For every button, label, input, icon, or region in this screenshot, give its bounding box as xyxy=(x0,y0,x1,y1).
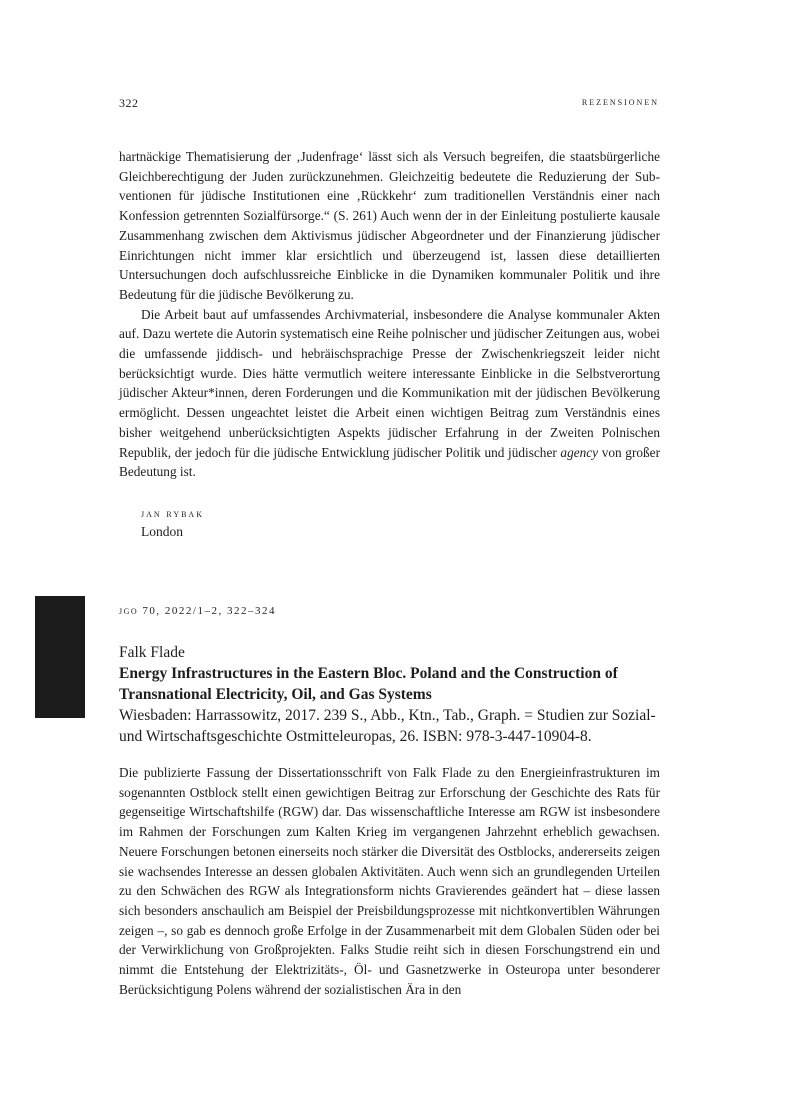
italic-term-agency: agency xyxy=(560,444,599,460)
publication-details: Wiesbaden: Harrassowitz, 2017. 239 S., Abb., Ktn., Tab., Graph. = Studien zur Sozial- und Wirtschaftsgeschichte Ostmitteleuropas, 26. ISBN: 978-3-447-10904-8. xyxy=(119,707,656,745)
review1-paragraph-2 xyxy=(119,305,660,482)
section-marker-tab xyxy=(35,596,85,718)
page-number: 322 xyxy=(119,96,139,110)
review-body xyxy=(119,763,660,999)
review1-paragraph-2-tail: von großer Bedeutung ist. xyxy=(119,444,660,480)
running-head: rezensionen xyxy=(581,96,659,108)
book-title-line-1: Energy Infrastructures in the Eastern Bloc. Poland and the Construction of xyxy=(119,665,618,682)
review1-paragraph-2-text: Die Arbeit baut auf umfassendes Archivmaterial, insbesondere die Analyse kommunaler Akten auf. Dazu wertete die Autorin systematisch eine Reihe polnischer und jüdischer Zeitungen aus, wobei die umfassende jiddisch- und hebräischsprachige Presse der Zwischenkriegszeit leider nicht berücksichtigt wurde. Dies hätte vermutlich weitere interessante Einblicke in die Selbstverortung jüdischer Akteur*innen, deren Forderungen und die Kommunikation mit der jüdischen Bevölkerung ermöglicht. Dessen ungeachtet leistet die Arbeit einen wichtigen Beitrag zum Verständnis eines bisher weitgehend unberücksichtigten Aspekts jüdischer Erfahrung in der Zweiten Polnischen Republik, der jedoch für die jüdische Entwicklung jüdischer Politik und jüdischer xyxy=(119,306,660,460)
reviewer-place: London xyxy=(141,524,183,539)
review-continuation xyxy=(119,147,660,482)
review2-paragraph-1: Die publizierte Fassung der Dissertationsschrift von Falk Flade zu den Energieinfrastrukturen im sogenannten Ostblock stellt einen gewichtigen Beitrag zur Erforschung der Geschichte des Rats für gegenseitige Wirtschaftshilfe (RGW) dar. Das wissenschaftliche Interesse am RGW ist insbesondere im Rahmen der Forschungen zum Kalten Krieg im vergangenen Jahrzehnt erheblich gewachsen. Neuere Forschungen betonen einerseits noch stärker die Diversität des Ostblocks, andererseits zeigen sie wachsendes Interesse an dessen globalen Aktivitäten. Auch wenn sich an grundlegenden Urteilen zu den Schwächen des RGW als Integrationsform nichts Gravierendes geändert hat – diese lassen sich besonders anschaulich am Beispiel der Preisbildungsprozesse mit nichtkonvertiblen Währungen zeigen –, so gab es dennoch große Erfolge in der Zusammenarbeit mit dem Globalen Süden oder bei der Verwirklichung von Großprojekten. Falks Studie reiht sich in diesen Forschungstrend ein und nimmt die Entstehung der Elektrizitäts-, Öl- und Gasnetzwerke in Osteuropa unter besonderer Berücksichtigung Polens während der sozialistischen Ära in den xyxy=(119,765,660,997)
review1-paragraph-1: hartnäckige Thematisierung der ‚Judenfrage‘ lässt sich als Versuch begreifen, die staatsbürgerliche Gleichberechtigung der Juden zurückzunehmen. Gleichzeitig bedeutete die Reduzierung der Subventionen für jüdische Institutionen eine ‚Rückkehr‘ zum traditionellen Verständnis einer nach Konfession getrennten Sozialfürsorge.“ (S. 261) Auch wenn der in der Einleitung postulierte kausale Zusammenhang zwischen dem Aktivismus jüdischer Abgeordneter und der Finanzierung jüdischer Einrichtungen nicht immer klar ersichtlich und überzeugend ist, lassen diese detaillierten Untersuchungen doch aufschlussreiche Einblicke in die Dynamiken kommunaler Politik und ihre Bedeutung für die jüdische Bevölkerung zu. xyxy=(119,149,660,302)
book-title-line-2: Transnational Electricity, Oil, and Gas Systems xyxy=(119,686,432,703)
journal-reference: jgo 70, 2022/1–2, 322–324 xyxy=(119,605,276,617)
reviewer-name: jan rybak xyxy=(141,508,204,520)
book-author: Falk Flade xyxy=(119,644,185,661)
book-citation xyxy=(119,642,660,747)
